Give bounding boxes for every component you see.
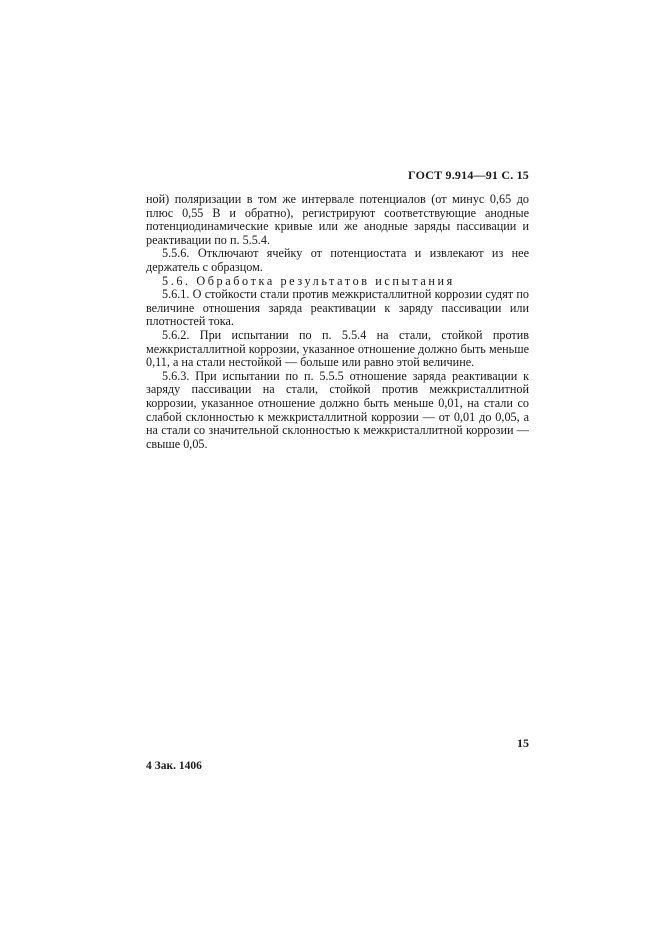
paragraph-continuation: ной) поляризации в том же интервале потенциалов (от минус 0,65 до плюс 0,55 В и обратно), регистрируют соответствующие анодные потенциодинамические кривые или же анодные заряды пассивации и реактивации по п. 5.5.4. xyxy=(146,192,529,247)
page-number: 15 xyxy=(517,736,529,750)
running-header: ГОСТ 9.914—91 С. 15 xyxy=(408,168,529,182)
paragraph-5-6-1: 5.6.1. О стойкости стали против межкристаллитной коррозии судят по величине отношения заряда реактивации к заряду пассивации или плотностей тока. xyxy=(146,287,529,329)
body-text xyxy=(146,193,529,451)
paragraph-5-5-6: 5.5.6. Отключают ячейку от потенциостата и извлекают из нее держатель с образцом. xyxy=(146,246,529,274)
paragraph-5-6-3: 5.6.3. При испытании по п. 5.5.5 отношение заряда реактивации к заряду пассивации на стали, стойкой против межкристаллитной коррозии, указанное отношение должно быть меньше 0,01, на стали со слабой склонностью к межкристаллитной коррозии — от 0,01 до 0,05, а на стали со значительной склонностью к межкристаллитной коррозии — свыше 0,05. xyxy=(146,368,529,451)
section-heading-5-6: 5.6. Обработка результатов испытания xyxy=(162,273,455,288)
order-note: 4 Зак. 1406 xyxy=(146,760,202,772)
paragraph-5-6-2: 5.6.2. При испытании по п. 5.5.4 на стали, стойкой против межкристаллитной коррозии, указанное отношение должно быть меньше 0,11, а на стали нестойкой — больше или равно этой величине. xyxy=(146,327,529,370)
